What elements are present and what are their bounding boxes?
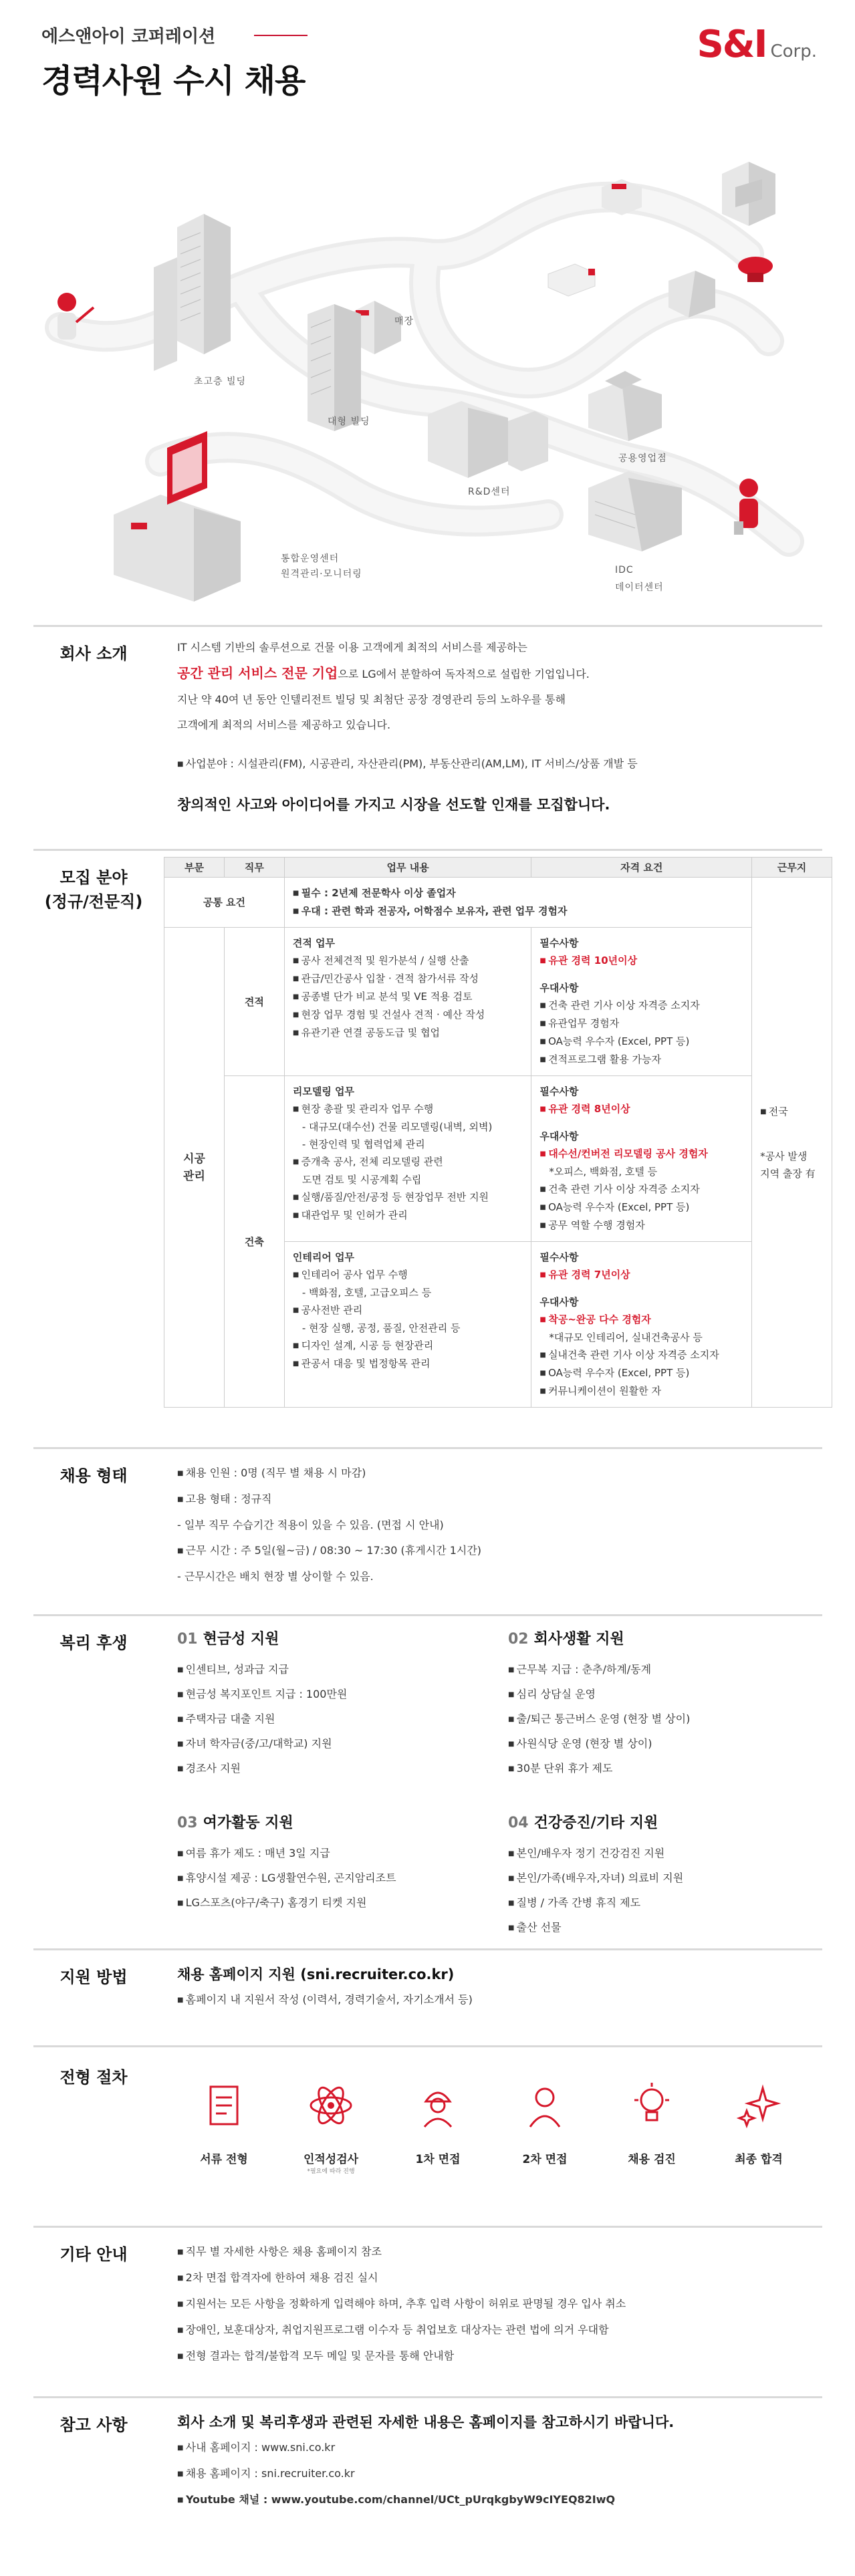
remodel-sub-2: - 현장인력 및 협력업체 관리: [301, 1138, 425, 1150]
divider-reference: [33, 2396, 822, 2398]
welfare-group-4-title: [508, 1811, 822, 1832]
divider-welfare: [33, 1614, 822, 1616]
estimate-pref-1: ■ 건축 관련 기사 이상 자격증 소지자: [539, 997, 743, 1015]
recruit-table: [164, 857, 832, 1408]
header-requirement: 자격 요건: [531, 858, 752, 878]
welfare-2-item-1: ■ 근무복 지급 : 춘추/하계/동계: [508, 1658, 822, 1682]
welfare-group-3-label: 여가활동 지원: [203, 1815, 293, 1831]
table-row-common: [164, 878, 832, 928]
interior-pref-2: ■ OA능력 우수자 (Excel, PPT 등): [539, 1364, 743, 1382]
welfare-2-item-3: ■ 출/퇴근 통근버스 운영 (현장 별 상이): [508, 1707, 822, 1732]
welfare-group-1: [177, 1628, 491, 1781]
step-5-label: 채용 검진: [628, 2153, 676, 2166]
welfare-group-4: [508, 1811, 822, 1940]
phone-marker-icon: [738, 257, 773, 282]
logo-sub: Corp.: [770, 41, 817, 61]
about-slogan: 창의적인 사고와 아이디어를 가지고 시장을 선도할 인재를 모집합니다.: [177, 797, 610, 813]
interior-sub-2: - 현장 실행, 공정, 품질, 안전관리 등: [301, 1322, 461, 1334]
logo-main: S&I: [697, 23, 767, 66]
location-note: *공사 발생 지역 출장 有: [760, 1150, 816, 1180]
remodel-pref-3: ■ 공무 역할 수행 경험자: [539, 1216, 743, 1235]
company-underline: [254, 35, 308, 36]
reference-main: 회사 소개 및 복리후생과 관련된 자세한 내용은 홈페이지를 참고하시기 바랍니다.: [177, 2414, 675, 2430]
welfare-group-4-num: 04: [508, 1815, 529, 1831]
remodel-req-title: 필수사항: [539, 1085, 579, 1098]
table-row-estimate: [164, 928, 832, 1076]
label-rnd: R&D센터: [468, 487, 511, 497]
estimate-duty-2: ■ 관급/민간공사 입찰 · 견적 참가서류 작성: [293, 970, 523, 988]
common-required: ■ 필수 : 2년제 전문학사 이상 졸업자: [293, 884, 743, 902]
interior-pref-red-sub: *대규모 인테리어, 실내건축공사 등: [549, 1331, 703, 1343]
welfare-group-1-title: [177, 1628, 491, 1648]
about-highlight: 공간 관리 서비스 전문 기업: [177, 665, 338, 681]
step-2-label: 인적성검사: [303, 2153, 359, 2166]
welfare-4-item-1: ■ 본인/배우자 정기 건강검진 지원: [508, 1841, 822, 1866]
interior-pref-3: ■ 커뮤니케이션이 원활한 자: [539, 1382, 743, 1400]
public-office-building: [588, 371, 662, 441]
remodel-requirements: [531, 1076, 752, 1242]
atom-icon: [297, 2072, 364, 2139]
welfare-2-item-5: ■ 30분 단위 휴가 제도: [508, 1757, 822, 1781]
remodel-duty-2b: 도면 검토 및 시공계획 수립: [301, 1174, 422, 1186]
welfare-3-item-1: ■ 여름 휴가 제도 : 매년 3일 지급: [177, 1841, 491, 1866]
section-title-etc: 기타 안내: [59, 2245, 128, 2264]
sparkle-icon: [725, 2072, 792, 2139]
reference-body: [177, 2410, 819, 2513]
step-1-label: 서류 전형: [200, 2153, 248, 2166]
about-line4: 고객에게 최적의 서비스를 제공하고 있습니다.: [177, 719, 391, 731]
interior-pref-title: 우대사항: [539, 1296, 579, 1308]
about-line1: IT 시스템 기반의 솔루션으로 건물 이용 고객에게 최적의 서비스를 제공하는: [177, 641, 527, 654]
recruit-subtitle: (정규/전문직): [44, 892, 143, 911]
interior-pref-red: ■ 착공~완공 다수 경험자: [539, 1311, 743, 1329]
welfare-4-item-3: ■ 질병 / 가족 간병 휴직 제도: [508, 1891, 822, 1916]
label-remote: 원격관리·모니터링: [281, 569, 362, 579]
truck-icon: [548, 264, 595, 296]
employment-item-5: - 근무시간은 배치 현장 별 상이할 수 있음.: [177, 1570, 374, 1583]
section-title-employment: 채용 형태: [59, 1466, 128, 1485]
interior-duty-title: 인테리어 업무: [292, 1251, 355, 1263]
interior-requirements: [531, 1242, 752, 1408]
estimate-requirements: [531, 928, 752, 1076]
welfare-2-item-4: ■ 사원식당 운영 (현장 별 상이): [508, 1732, 822, 1757]
step-4: [498, 2072, 592, 2166]
skyscraper-building: [154, 214, 231, 371]
label-store: 매장: [394, 316, 414, 327]
welfare-group-1-num: 01: [177, 1631, 198, 1648]
divider-about: [33, 625, 822, 627]
divider-process: [33, 2045, 822, 2047]
welfare-group-3: [177, 1811, 491, 1916]
etc-item-1: ■ 직무 별 자세한 사항은 채용 홈페이지 참조: [177, 2239, 819, 2265]
step-4-label: 2차 면접: [522, 2153, 568, 2166]
divider-recruit: [33, 849, 822, 851]
location-value: ■ 전국: [760, 1103, 824, 1121]
label-idc-sub: 데이터센터: [615, 582, 664, 593]
label-integrated: 통합운영센터: [281, 553, 340, 564]
logo: [697, 23, 817, 66]
step-6: [712, 2072, 806, 2166]
city-map-illustration: [0, 114, 855, 622]
welfare-group-3-num: 03: [177, 1815, 198, 1831]
welfare-group-3-title: [177, 1811, 491, 1832]
header-location: 근무지: [752, 858, 832, 878]
remodel-duty-2: ■ 증개축 공사, 전체 리모델링 관련: [293, 1153, 523, 1171]
common-requirements: [284, 878, 751, 928]
remodel-req-main: ■ 유관 경력 8년이상: [539, 1100, 743, 1118]
apply-sub: ■ 홈페이지 내 지원서 작성 (이력서, 경력기술서, 자기소개서 등): [177, 1987, 819, 2013]
employment-item-4: ■ 근무 시간 : 주 5일(월~금) / 08:30 ~ 17:30 (휴게시간 1시간): [177, 1538, 819, 1564]
employment-item-3: - 일부 직무 수습기간 적용이 있을 수 있음. (면접 시 안내): [177, 1519, 444, 1531]
remodel-pref-red-sub: *오피스, 백화점, 호텔 등: [549, 1166, 658, 1178]
engineer-icon: [404, 2072, 471, 2139]
recruit-table-header: [164, 858, 832, 878]
welfare-4-item-4: ■ 출산 선물: [508, 1916, 822, 1940]
estimate-duty-title: 견적 업무: [292, 937, 336, 949]
apply-body: [177, 1962, 819, 2013]
welfare-group-2: [508, 1628, 822, 1781]
interior-req-main: ■ 유관 경력 7년이상: [539, 1266, 743, 1284]
estimate-pref-title: 우대사항: [539, 982, 579, 994]
welfare-group-4-label: 건강증진/기타 지원: [533, 1815, 658, 1831]
person-icon: [511, 2072, 578, 2139]
estimate-duty-3: ■ 공종별 단가 비교 분석 및 VE 적용 검토: [293, 988, 523, 1006]
welfare-1-item-1: ■ 인센티브, 성과급 지급: [177, 1658, 491, 1682]
job-architecture: 건축: [224, 1076, 284, 1408]
recruit-title: 모집 분야: [59, 868, 128, 887]
step-5: [605, 2072, 699, 2166]
section-title-about: 회사 소개: [59, 644, 128, 663]
divider-employment: [33, 1447, 822, 1449]
page-title: 경력사원 수시 채용: [41, 62, 306, 100]
header-job: 직무: [224, 858, 284, 878]
remodel-duty-title: 리모델링 업무: [292, 1085, 355, 1098]
welfare-group-2-title: [508, 1628, 822, 1648]
welfare-1-item-3: ■ 주택자금 대출 지원: [177, 1707, 491, 1732]
job-estimate: 견적: [224, 928, 284, 1076]
common-label: 공통 요건: [164, 878, 285, 928]
welfare-3-item-3: ■ LG스포츠(야구/축구) 홈경기 티켓 지원: [177, 1891, 491, 1916]
about-body: [177, 635, 819, 817]
estimate-req-title: 필수사항: [539, 937, 579, 949]
interior-pref-1: ■ 실내건축 관련 기사 이상 자격증 소지자: [539, 1346, 743, 1364]
hero-illustration: [0, 114, 855, 622]
estimate-duties: [284, 928, 531, 1076]
estimate-pref-3: ■ OA능력 우수자 (Excel, PPT 등): [539, 1033, 743, 1051]
estimate-pref-4: ■ 견적프로그램 활용 가능자: [539, 1051, 743, 1069]
division-construction: 시공 관리: [164, 928, 225, 1408]
section-title-apply: 지원 방법: [59, 1968, 128, 1986]
remodel-sub-1: - 대규모(대수선) 건물 리모델링(내벽, 외벽): [301, 1121, 493, 1133]
table-row-remodel: [164, 1076, 832, 1242]
estimate-req-main: ■ 유관 경력 10년이상: [539, 952, 743, 970]
employment-item-2: ■ 고용 형태 : 정규직: [177, 1487, 819, 1513]
estimate-pref-2: ■ 유관업무 경험자: [539, 1015, 743, 1033]
etc-item-5: ■ 전형 결과는 합격/불합격 모두 메일 및 문자를 통해 안내함: [177, 2343, 819, 2369]
lightbulb-icon: [618, 2072, 685, 2139]
welfare-3-item-2: ■ 휴양시설 제공 : LG생활연수원, 곤지암리조트: [177, 1866, 491, 1891]
remodel-pref-title: 우대사항: [539, 1130, 579, 1142]
step-2: [284, 2072, 378, 2175]
reference-recruit-link[interactable]: ■ 채용 홈페이지 : sni.recruiter.co.kr: [177, 2461, 819, 2487]
welfare-4-item-2: ■ 본인/가족(배우자,자녀) 의료비 지원: [508, 1866, 822, 1891]
welfare-group-2-num: 02: [508, 1631, 529, 1648]
welfare-group-2-label: 회사생활 지원: [533, 1631, 624, 1648]
location-cell: [752, 878, 832, 1408]
welfare-2-item-2: ■ 심리 상담실 운영: [508, 1682, 822, 1707]
label-large-building: 대형 빌딩: [328, 416, 370, 427]
etc-item-4: ■ 장애인, 보훈대상자, 취업지원프로그램 이수자 등 취업보호 대상자는 관련 법에 의거 우대함: [177, 2317, 819, 2343]
estimate-duty-1: ■ 공사 전체견적 및 원가분석 / 실행 산출: [293, 952, 523, 970]
step-3-label: 1차 면접: [415, 2153, 461, 2166]
interior-req-title: 필수사항: [539, 1251, 579, 1263]
section-title-welfare: 복리 후생: [59, 1634, 128, 1652]
etc-body: [177, 2239, 819, 2369]
common-preferred: ■ 우대 : 관련 학과 전공자, 어학점수 보유자, 관련 업무 경험자: [293, 902, 743, 920]
welfare-1-item-5: ■ 경조사 지원: [177, 1757, 491, 1781]
remodel-duty-3: ■ 실행/품질/안전/공정 등 현장업무 전반 지원: [293, 1188, 523, 1206]
divider-etc: [33, 2226, 822, 2228]
welfare-group-1-label: 현금성 지원: [203, 1631, 279, 1648]
label-public: 공용영업점: [618, 453, 667, 464]
interior-duties: [284, 1242, 531, 1408]
welfare-1-item-4: ■ 자녀 학자금(중/고/대학교) 지원: [177, 1732, 491, 1757]
about-line2: [177, 660, 819, 687]
remodel-pref-2: ■ OA능력 우수자 (Excel, PPT 등): [539, 1198, 743, 1216]
remodel-duties: [284, 1076, 531, 1242]
label-skyscraper: 초고층 빌딩: [194, 376, 247, 387]
reference-youtube-link[interactable]: ■ Youtube 채널 : www.youtube.com/channel/UCt_pUrqkgbyW9cIYEQ82IwQ: [177, 2487, 819, 2513]
etc-item-2: ■ 2차 면접 합격자에 한하여 채용 검진 실시: [177, 2265, 819, 2291]
remodel-pref-red: ■ 대수선/컨버전 리모델링 공사 경험자: [539, 1145, 743, 1163]
apply-main: 채용 홈페이지 지원 (sni.recruiter.co.kr): [177, 1966, 455, 1982]
divider-apply: [33, 1948, 822, 1950]
section-title-recruit: [33, 866, 154, 914]
header-division: 부문: [164, 858, 225, 878]
large-building: [308, 304, 361, 431]
reference-homepage-link[interactable]: ■ 사내 홈페이지 : www.sni.co.kr: [177, 2435, 819, 2461]
remodel-pref-1: ■ 건축 관련 기사 이상 자격증 소지자: [539, 1180, 743, 1198]
company-name: 에스앤아이 코퍼레이션: [41, 27, 216, 47]
remodel-duty-1: ■ 현장 총괄 및 관리자 업무 수행: [293, 1100, 523, 1118]
interior-duty-2: ■ 공사전반 관리: [293, 1301, 523, 1319]
etc-item-3: ■ 지원서는 모든 사항을 정확하게 입력해야 하며, 추후 입력 사항이 허위로 판명될 경우 입사 취소: [177, 2291, 819, 2317]
about-line3: 지난 약 40여 년 동안 인텔리전트 빌딩 및 최첨단 공장 경영관리 등의 노하우를 통해: [177, 693, 566, 706]
interior-duty-4: ■ 관공서 대응 및 법정항목 관리: [293, 1355, 523, 1373]
about-line2-rest: 으로 LG에서 분할하여 독자적으로 설립한 기업입니다.: [338, 668, 590, 680]
interior-duty-3: ■ 디자인 설계, 시공 등 현장관리: [293, 1337, 523, 1355]
step-1: [177, 2072, 271, 2166]
welfare-1-item-2: ■ 현금성 복지포인트 지급 : 100만원: [177, 1682, 491, 1707]
label-idc: IDC: [615, 565, 634, 575]
estimate-duty-4: ■ 현장 업무 경험 및 건설사 견적 · 예산 작성: [293, 1006, 523, 1024]
step-2-note: *필요에 따라 진행: [307, 2168, 355, 2175]
employment-body: [177, 1460, 819, 1589]
employment-item-1: ■ 채용 인원 : 0명 (직무 별 채용 시 마감): [177, 1460, 819, 1487]
about-business: ■ 사업분야 : 시설관리(FM), 시공관리, 자산관리(PM), 부동산관리(AM,LM), IT 서비스/상품 개발 등: [177, 751, 819, 777]
interior-duty-1: ■ 인테리어 공사 업무 수행: [293, 1266, 523, 1284]
section-title-reference: 참고 사항: [59, 2416, 128, 2434]
document-icon: [191, 2072, 257, 2139]
step-3: [391, 2072, 485, 2166]
estimate-duty-5: ■ 유관기관 연결 공동도급 및 협업: [293, 1024, 523, 1042]
remodel-duty-4: ■ 대관업무 및 인허가 관리: [293, 1206, 523, 1225]
section-title-process: 전형 절차: [59, 2068, 128, 2087]
header: [41, 23, 817, 110]
header-duty: 업무 내용: [284, 858, 531, 878]
process-steps: [177, 2072, 819, 2206]
step-6-label: 최종 합격: [735, 2153, 783, 2166]
interior-sub-1: - 백화점, 호텔, 고급오피스 등: [301, 1287, 432, 1299]
